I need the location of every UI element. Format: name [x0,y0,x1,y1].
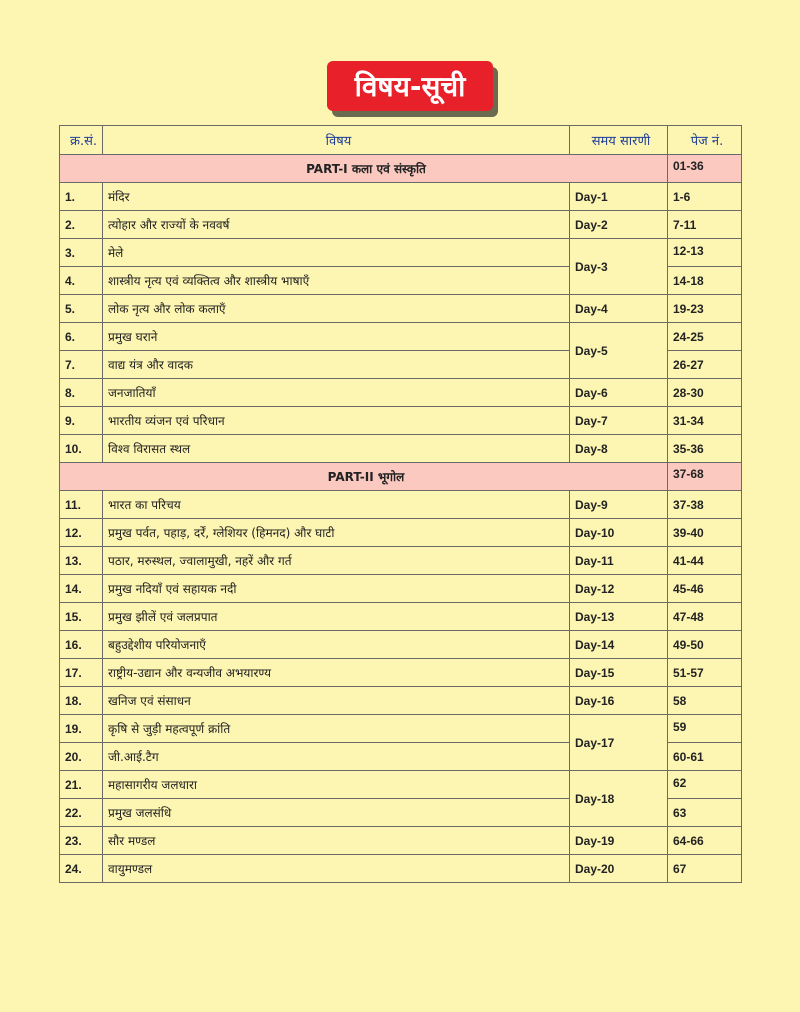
row-number: 19. [60,715,103,743]
table-row [60,771,742,799]
table-row [60,323,742,351]
row-number: 7. [60,351,103,379]
row-number: 17. [60,659,103,687]
row-number: 2. [60,211,103,239]
row-day: Day-2 [570,211,668,239]
table-row [60,407,742,435]
row-topic: प्रमुख घराने [103,323,570,351]
row-day: Day-20 [570,855,668,883]
row-page: 7-11 [668,211,742,239]
row-day: Day-17 [570,715,668,771]
row-page: 41-44 [668,547,742,575]
row-topic: प्रमुख जलसंधि [103,799,570,827]
row-number: 23. [60,827,103,855]
row-day: Day-5 [570,323,668,379]
row-day: Day-7 [570,407,668,435]
row-topic: जनजातियाँ [103,379,570,407]
row-topic: बहुउद्देशीय परियोजनाएँ [103,631,570,659]
table-row [60,631,742,659]
row-number: 8. [60,379,103,407]
row-page: 51-57 [668,659,742,687]
row-topic: सौर मण्डल [103,827,570,855]
row-number: 16. [60,631,103,659]
header-schedule: समय सारणी [570,126,668,155]
row-topic: मंदिर [103,183,570,211]
row-page: 45-46 [668,575,742,603]
row-topic: जी.आई.टैग [103,743,570,771]
row-number: 21. [60,771,103,799]
row-number: 9. [60,407,103,435]
row-page: 63 [668,799,742,827]
part-pages: 01-36 [668,155,742,183]
row-day: Day-16 [570,687,668,715]
row-page: 26-27 [668,351,742,379]
table-row [60,687,742,715]
row-page: 64-66 [668,827,742,855]
row-topic: पठार, मरुस्थल, ज्वालामुखी, नहरें और गर्त [103,547,570,575]
row-page: 37-38 [668,491,742,519]
row-day: Day-14 [570,631,668,659]
table-row [60,435,742,463]
table-row [60,603,742,631]
row-topic: वायुमण्डल [103,855,570,883]
row-number: 22. [60,799,103,827]
part-title: PART-II भूगोल [60,463,668,491]
row-day: Day-11 [570,547,668,575]
table-row [60,547,742,575]
row-number: 24. [60,855,103,883]
row-number: 20. [60,743,103,771]
row-topic: त्योहार और राज्यों के नववर्ष [103,211,570,239]
part-title: PART-I कला एवं संस्कृति [60,155,668,183]
row-number: 18. [60,687,103,715]
table-row [60,519,742,547]
row-number: 12. [60,519,103,547]
row-topic: भारत का परिचय [103,491,570,519]
header-topic: विषय [103,126,570,155]
table-row [60,183,742,211]
row-number: 5. [60,295,103,323]
part-row [60,155,742,183]
row-day: Day-3 [570,239,668,295]
header-sno: क्र.सं. [60,126,103,155]
row-page: 49-50 [668,631,742,659]
table-row [60,211,742,239]
row-day: Day-10 [570,519,668,547]
row-day: Day-18 [570,771,668,827]
page-title: विषय-सूची [327,61,493,111]
row-day: Day-9 [570,491,668,519]
row-topic: भारतीय व्यंजन एवं परिधान [103,407,570,435]
row-topic: लोक नृत्य और लोक कलाएँ [103,295,570,323]
row-number: 11. [60,491,103,519]
row-page: 67 [668,855,742,883]
part-row [60,463,742,491]
row-page: 59 [668,715,742,743]
row-day: Day-6 [570,379,668,407]
row-day: Day-12 [570,575,668,603]
row-number: 1. [60,183,103,211]
row-page: 19-23 [668,295,742,323]
row-topic: वाद्य यंत्र और वादक [103,351,570,379]
row-topic: राष्ट्रीय-उद्यान और वन्यजीव अभयारण्य [103,659,570,687]
table-row [60,575,742,603]
row-page: 47-48 [668,603,742,631]
table-row [60,295,742,323]
row-topic: शास्त्रीय नृत्य एवं व्यक्तित्व और शास्त्रीय भाषाएँ [103,267,570,295]
table-row [60,855,742,883]
row-page: 31-34 [668,407,742,435]
table-row [60,715,742,743]
row-page: 62 [668,771,742,799]
row-number: 14. [60,575,103,603]
row-day: Day-19 [570,827,668,855]
row-number: 4. [60,267,103,295]
row-topic: प्रमुख पर्वत, पहाड़, दर्रें, ग्लेशियर (हिमनद) और घाटी [103,519,570,547]
table-row [60,379,742,407]
row-page: 1-6 [668,183,742,211]
table-row [60,239,742,267]
part-pages: 37-68 [668,463,742,491]
row-number: 13. [60,547,103,575]
row-topic: कृषि से जुड़ी महत्वपूर्ण क्रांति [103,715,570,743]
row-page: 35-36 [668,435,742,463]
row-number: 10. [60,435,103,463]
row-day: Day-8 [570,435,668,463]
row-day: Day-15 [570,659,668,687]
row-topic: विश्व विरासत स्थल [103,435,570,463]
row-day: Day-4 [570,295,668,323]
row-topic: मेले [103,239,570,267]
row-number: 6. [60,323,103,351]
row-topic: महासागरीय जलधारा [103,771,570,799]
contents-table [59,125,742,883]
header-page: पेज नं. [668,126,742,155]
table-row [60,827,742,855]
row-day: Day-1 [570,183,668,211]
row-page: 39-40 [668,519,742,547]
row-number: 3. [60,239,103,267]
row-day: Day-13 [570,603,668,631]
header-row [60,126,742,155]
row-topic: प्रमुख नदियाँ एवं सहायक नदी [103,575,570,603]
row-page: 12-13 [668,239,742,267]
row-page: 14-18 [668,267,742,295]
row-topic: प्रमुख झीलें एवं जलप्रपात [103,603,570,631]
row-topic: खनिज एवं संसाधन [103,687,570,715]
row-page: 28-30 [668,379,742,407]
title-banner [327,61,493,111]
table-row [60,659,742,687]
row-number: 15. [60,603,103,631]
table-row [60,491,742,519]
row-page: 60-61 [668,743,742,771]
row-page: 58 [668,687,742,715]
row-page: 24-25 [668,323,742,351]
